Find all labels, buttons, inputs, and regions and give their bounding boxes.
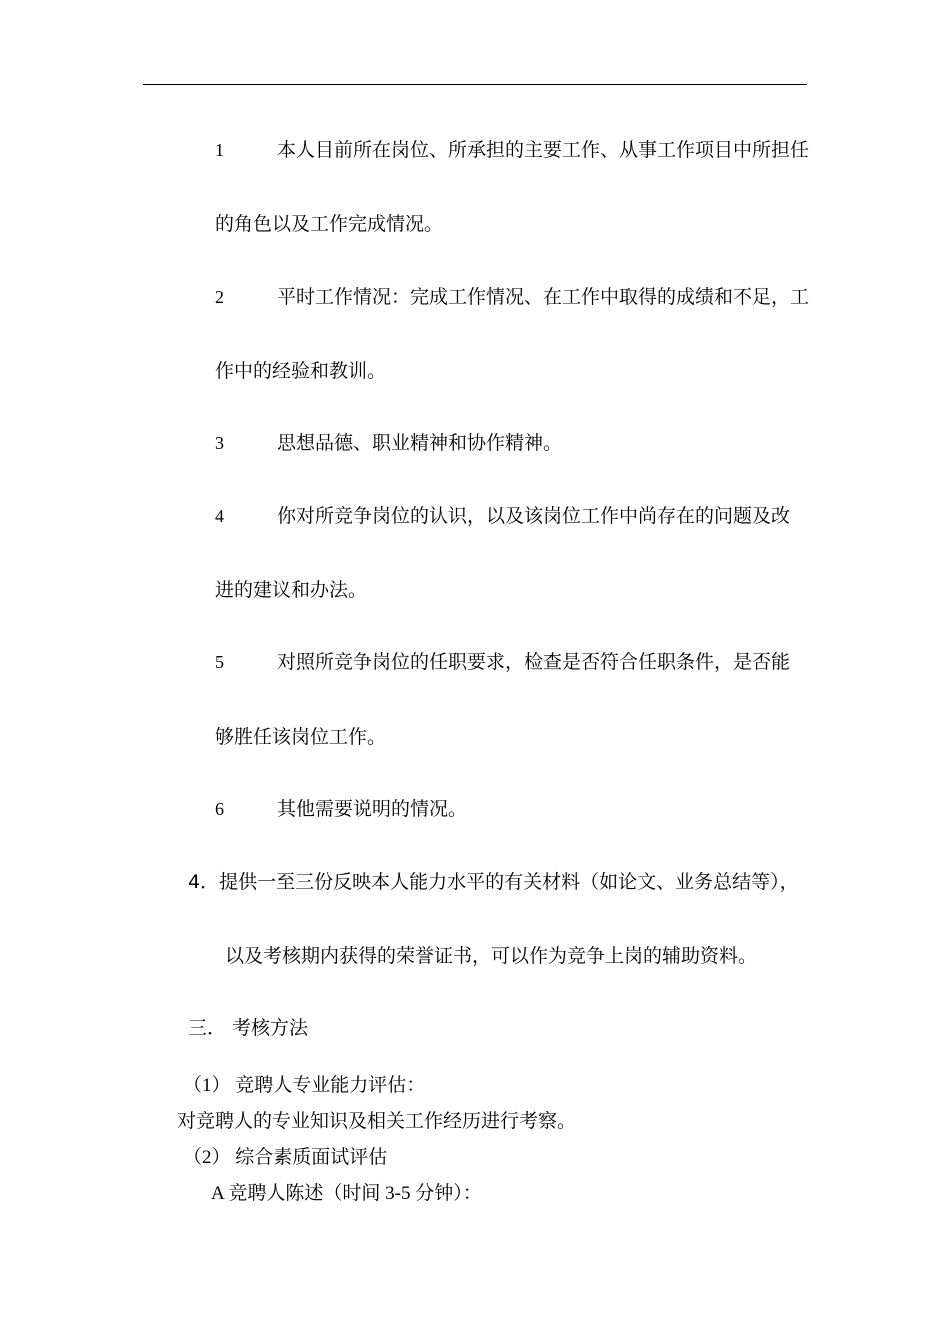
- item-number: 1: [215, 140, 224, 160]
- point4-line1: 4．提供一至三份反映本人能力水平的有关材料（如论文、业务总结等），: [188, 871, 799, 893]
- sub1-label: （1） 竞聘人专业能力评估：: [183, 1075, 426, 1096]
- point4-line2: 以及考核期内获得的荣誉证书，可以作为竞争上岗的辅助资料。: [225, 945, 758, 967]
- item-number: 6: [215, 799, 224, 819]
- sub2-item-a: A 竞聘人陈述（时间 3-5 分钟）：: [211, 1183, 482, 1204]
- header-rule: [143, 84, 807, 85]
- item-text-line1: 你对所竞争岗位的认识，以及该岗位工作中尚存在的问题及改: [277, 505, 791, 527]
- item-text-line2: 够胜任该岗位工作。: [215, 726, 387, 748]
- item-number: 5: [215, 652, 224, 672]
- sub1-text: 对竞聘人的专业知识及相关工作经历进行考察。: [177, 1111, 577, 1132]
- item-text-line1: 平时工作情况：完成工作情况、在工作中取得的成绩和不足，工: [277, 286, 810, 308]
- item-number: 2: [215, 287, 224, 307]
- item-text-line2: 进的建议和办法。: [215, 579, 368, 601]
- item-number: 4: [215, 506, 224, 526]
- item-text-line1: 思想品德、职业精神和协作精神。: [277, 432, 563, 454]
- item-text-line1: 本人目前所在岗位、所承担的主要工作、从事工作项目中所担任: [277, 139, 810, 161]
- item-text-line2: 作中的经验和教训。: [215, 360, 387, 382]
- item-text-line2: 的角色以及工作完成情况。: [215, 213, 444, 235]
- item-number: 3: [215, 433, 224, 453]
- section3-heading: 三． 考核方法: [188, 1017, 309, 1039]
- item-text-line1: 其他需要说明的情况。: [277, 798, 468, 820]
- sub2-label: （2） 综合素质面试评估: [183, 1147, 388, 1168]
- item-text-line1: 对照所竞争岗位的任职要求，检查是否符合任职条件，是否能: [277, 651, 791, 673]
